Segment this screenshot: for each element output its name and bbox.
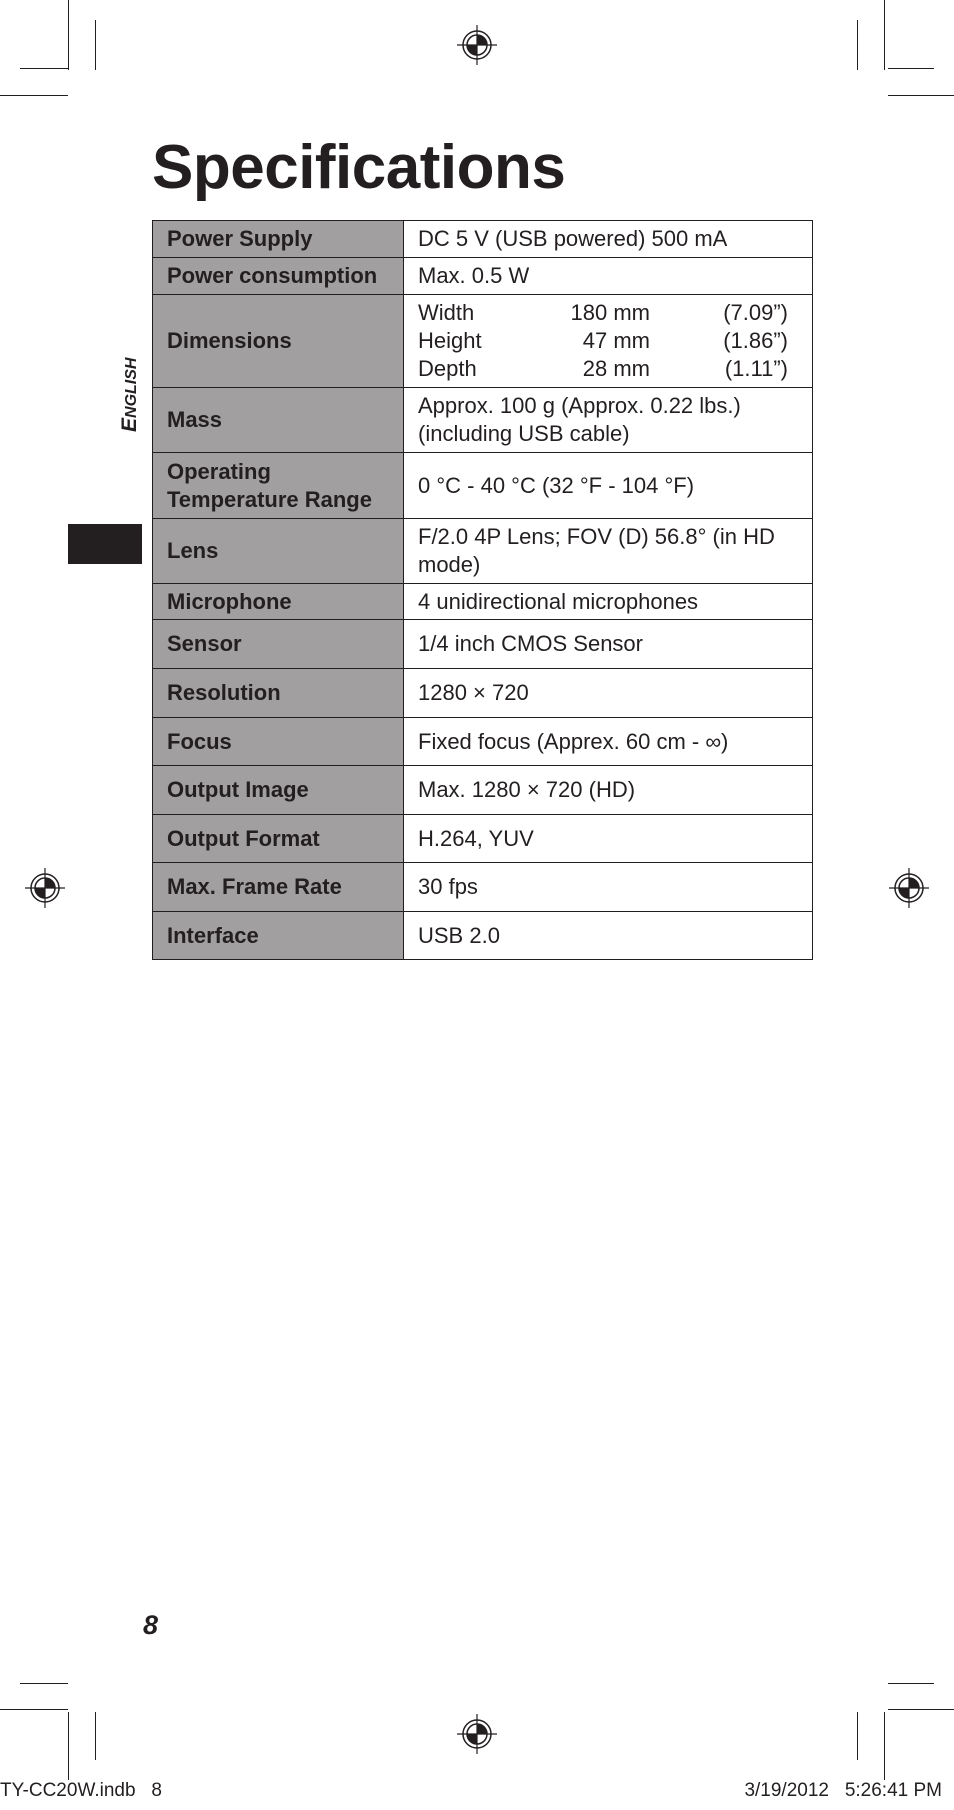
spec-label-max-frame-rate: Max. Frame Rate <box>153 863 404 912</box>
table-row <box>153 815 813 863</box>
spec-value-resolution: 1280 × 720 <box>404 669 813 718</box>
dimension-metric: 47 mm <box>582 328 650 353</box>
dimension-row <box>418 327 798 355</box>
crop-mark <box>857 1712 858 1760</box>
crop-mark <box>888 68 934 69</box>
footer-file-name: TY-CC20W.indb 8 <box>0 1780 162 1801</box>
spec-label-interface: Interface <box>153 912 404 960</box>
crop-mark <box>884 1712 885 1780</box>
spec-label-mass: Mass <box>153 388 404 453</box>
registration-mark-icon <box>457 1714 497 1754</box>
crop-mark <box>857 20 858 70</box>
spec-value-lens: F/2.0 4P Lens; FOV (D) 56.8° (in HD mode) <box>404 519 813 584</box>
table-row <box>153 912 813 960</box>
crop-mark <box>888 1709 954 1710</box>
spec-value-focus: Fixed focus (Apprex. 60 cm - ∞) <box>404 718 813 766</box>
spec-label-lens: Lens <box>153 519 404 584</box>
spec-value-power-supply: DC 5 V (USB powered) 500 mA <box>404 221 813 258</box>
spec-label-output-image: Output Image <box>153 766 404 815</box>
dimension-row <box>418 355 798 383</box>
dimension-row <box>418 299 798 327</box>
dimension-metric: 28 mm <box>582 356 650 381</box>
spec-value-max-frame-rate: 30 fps <box>404 863 813 912</box>
table-row <box>153 388 813 453</box>
spec-label-power-supply: Power Supply <box>153 221 404 258</box>
spec-value-interface: USB 2.0 <box>404 912 813 960</box>
registration-mark-icon <box>889 868 929 908</box>
registration-mark-icon <box>25 868 65 908</box>
spec-value-operating-temperature: 0 °C - 40 °C (32 °F - 104 °F) <box>404 453 813 519</box>
registration-mark-icon <box>457 25 497 65</box>
table-row <box>153 669 813 718</box>
spec-value-sensor: 1/4 inch CMOS Sensor <box>404 620 813 669</box>
crop-mark <box>0 1709 68 1710</box>
spec-label-operating-temperature: Operating Temperature Range <box>153 453 404 519</box>
table-row <box>153 453 813 519</box>
table-row <box>153 718 813 766</box>
dimension-name: Height <box>418 328 482 353</box>
spec-label-sensor: Sensor <box>153 620 404 669</box>
spec-value-output-image: Max. 1280 × 720 (HD) <box>404 766 813 815</box>
crop-mark <box>0 95 68 96</box>
spec-label-output-format: Output Format <box>153 815 404 863</box>
spec-label-microphone: Microphone <box>153 584 404 620</box>
dimension-name: Depth <box>418 356 477 381</box>
dimension-imperial: (7.09”) <box>723 300 788 325</box>
crop-mark <box>68 1712 69 1780</box>
table-row <box>153 766 813 815</box>
spec-value-microphone: 4 unidirectional microphones <box>404 584 813 620</box>
spec-value-power-consumption: Max. 0.5 W <box>404 258 813 295</box>
specifications-table <box>152 220 813 960</box>
spec-label-power-consumption: Power consumption <box>153 258 404 295</box>
crop-mark <box>888 95 954 96</box>
crop-mark <box>95 20 96 70</box>
crop-mark <box>888 1683 934 1684</box>
crop-mark <box>68 0 69 70</box>
page-title: Specifications <box>152 133 566 202</box>
dimension-imperial: (1.11”) <box>724 356 788 381</box>
spec-value-mass: Approx. 100 g (Approx. 0.22 lbs.) (including USB cable) <box>404 388 813 453</box>
side-tab-block <box>68 524 142 564</box>
dimension-imperial: (1.86”) <box>723 328 788 353</box>
table-row <box>153 584 813 620</box>
table-row <box>153 863 813 912</box>
spec-value-dimensions <box>404 295 813 388</box>
table-row <box>153 221 813 258</box>
table-row <box>153 258 813 295</box>
spec-value-output-format: H.264, YUV <box>404 815 813 863</box>
side-language-label: ENGLISH <box>118 357 141 432</box>
dimension-metric: 180 mm <box>570 300 650 325</box>
dimension-name: Width <box>418 300 475 325</box>
table-row <box>153 519 813 584</box>
spec-label-focus: Focus <box>153 718 404 766</box>
crop-mark <box>95 1712 96 1760</box>
table-row <box>153 295 813 388</box>
spec-label-resolution: Resolution <box>153 669 404 718</box>
spec-label-dimensions: Dimensions <box>153 295 404 388</box>
crop-mark <box>884 0 885 70</box>
footer-datetime: 3/19/2012 5:26:41 PM <box>744 1780 942 1801</box>
crop-mark <box>20 68 68 69</box>
table-row <box>153 620 813 669</box>
crop-mark <box>20 1683 68 1684</box>
page-number: 8 <box>143 1610 159 1640</box>
